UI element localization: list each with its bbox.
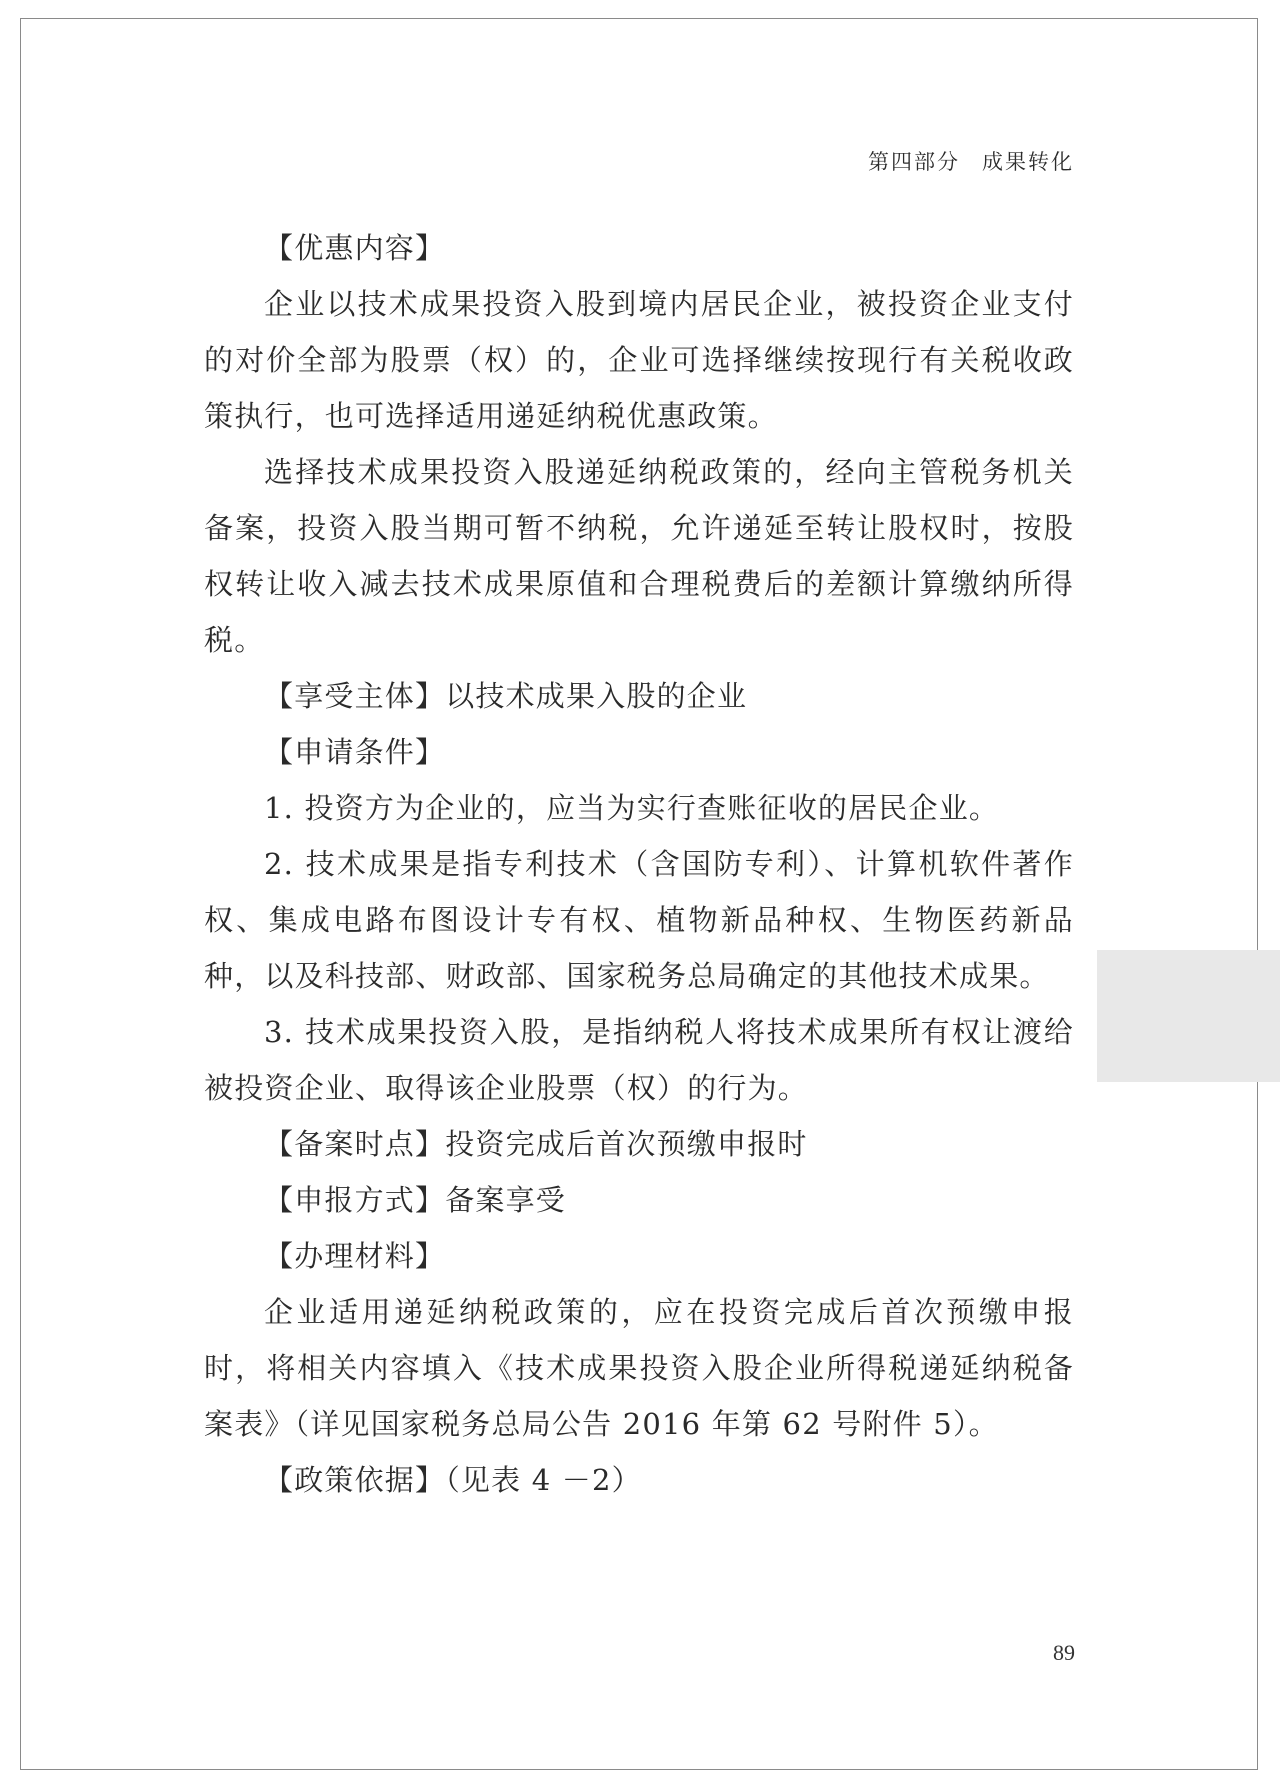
running-head (868, 146, 1074, 176)
condition-item-3: 3. 技术成果投资入股，是指纳税人将技术成果所有权让渡给被投资企业、取得该企业股票（权）的行为。 (204, 1015, 1074, 1105)
section-thumb-tab (1097, 950, 1280, 1082)
running-head-section: 成果转化 (982, 150, 1074, 174)
heading-required-materials: 【办理材料】 (264, 1239, 446, 1273)
heading-preferential-content: 【优惠内容】 (264, 231, 446, 265)
paragraph-materials: 企业适用递延纳税政策的，应在投资完成后首次预缴申报时，将相关内容填入《技术成果投资入股企业所得税递延纳税备案表》（详见国家税务总局公告 2016 年第 62 号附件 5）。 (204, 1295, 1074, 1441)
line-filing-time: 【备案时点】投资完成后首次预缴申报时 (264, 1127, 808, 1161)
line-declaration-method: 【申报方式】备案享受 (264, 1183, 567, 1217)
paragraph-preferential-1: 企业以技术成果投资入股到境内居民企业，被投资企业支付的对价全部为股票（权）的，企业可选择继续按现行有关税收政策执行，也可选择适用递延纳税优惠政策。 (204, 287, 1074, 433)
page-body (204, 220, 1074, 1508)
paragraph-preferential-2: 选择技术成果投资入股递延纳税政策的，经向主管税务机关备案，投资入股当期可暂不纳税，允许递延至转让股权时，按股权转让收入减去技术成果原值和合理税费后的差额计算缴纳所得税。 (204, 455, 1074, 657)
line-eligible-subject: 【享受主体】以技术成果入股的企业 (264, 679, 748, 713)
heading-application-conditions: 【申请条件】 (264, 735, 446, 769)
condition-item-2: 2. 技术成果是指专利技术（含国防专利）、计算机软件著作权、集成电路布图设计专有权、植物新品种权、生物医药新品种，以及科技部、财政部、国家税务总局确定的其他技术成果。 (204, 847, 1074, 993)
condition-item-1: 1. 投资方为企业的，应当为实行查账征收的居民企业。 (264, 791, 1000, 825)
page-number: 89 (1053, 1640, 1075, 1665)
line-policy-basis: 【政策依据】（见表 4 －2） (264, 1463, 642, 1497)
running-head-part: 第四部分 (868, 150, 960, 174)
